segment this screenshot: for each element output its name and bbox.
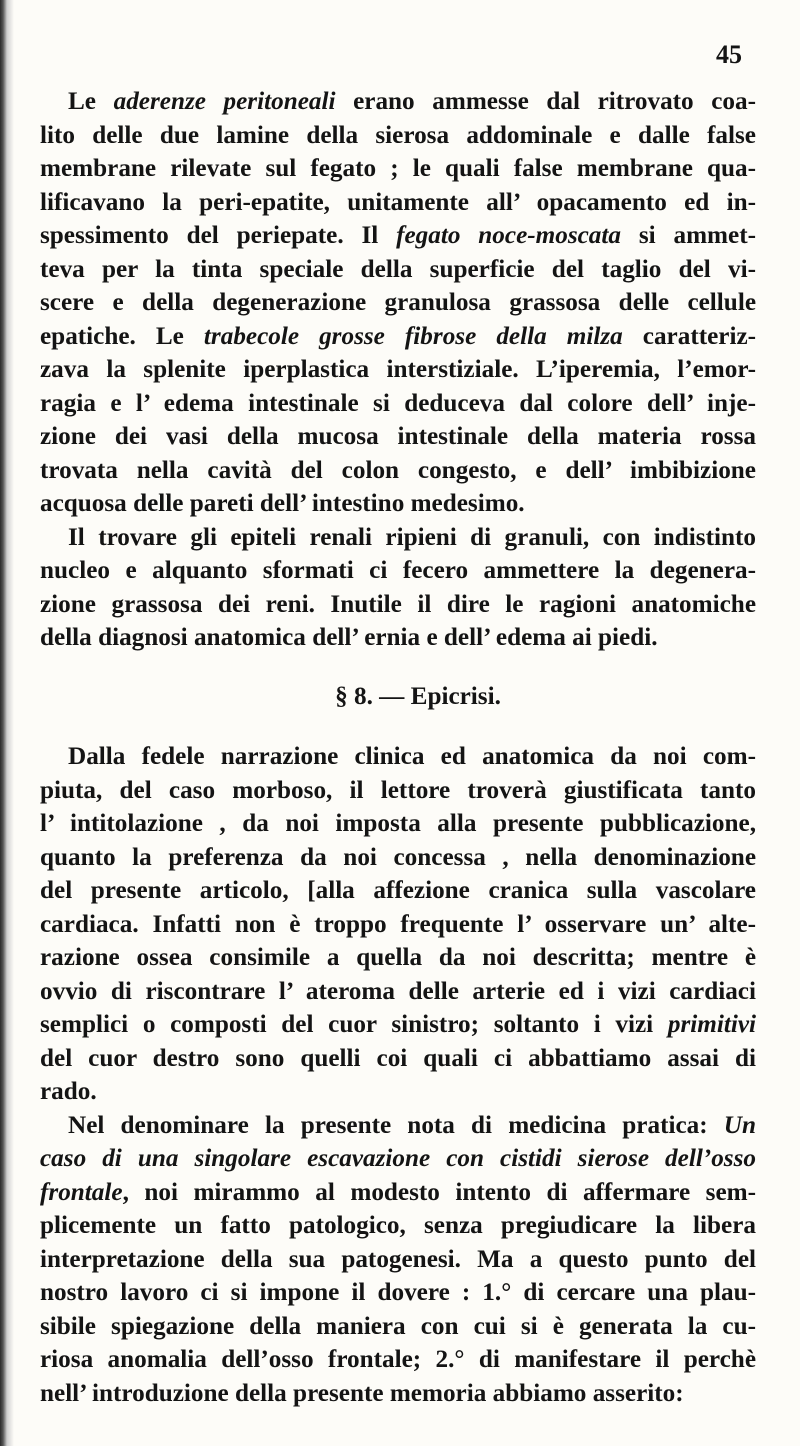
text-line: riosa anomalia dell’osso frontale; 2.° di manifestare il perchè bbox=[40, 1346, 756, 1373]
text-line: lito delle due lamine della sierosa addominale e dalle false bbox=[40, 121, 756, 149]
text-line: Il trovare gli epiteli renali ripieni di granuli, con indistinto bbox=[68, 523, 756, 551]
text-line: nell’ introduzione della presente memoria abbiamo asserito: bbox=[40, 1379, 684, 1407]
scan-binding-edge bbox=[0, 0, 14, 1446]
text-line: nostro lavoro ci si impone il dovere : 1.° di cercare una plau- bbox=[40, 1279, 756, 1306]
text-line: caso di una singolare escavazione con cistidi sierose dell’osso bbox=[40, 1145, 756, 1172]
section-heading-text: § 8. — Epicrisi. bbox=[335, 682, 501, 710]
text-line: sibile spiegazione della maniera con cui si è generata la cu- bbox=[40, 1312, 756, 1340]
text-before-heading bbox=[40, 85, 756, 655]
text-line: Nel denominare la presente nota di medicina pratica: Un bbox=[68, 1111, 756, 1139]
text-line: epatiche. Le trabecole grosse fibrose della milza caratteriz- bbox=[40, 322, 757, 350]
text-line: zione grassosa dei reni. Inutile il dire le ragioni anatomiche bbox=[40, 590, 756, 618]
text-line: interpretazione della sua patogenesi. Ma a questo punto del bbox=[40, 1245, 756, 1273]
paragraph bbox=[40, 521, 756, 655]
section-heading bbox=[40, 680, 756, 714]
text-line: rado. bbox=[40, 1078, 97, 1105]
text-line: nucleo e alquanto sformati ci fecero ammettere la degenera- bbox=[40, 557, 756, 584]
text-line: membrane rilevate sul fegato ; le quali false membrane qua- bbox=[40, 155, 756, 182]
text-line: razione ossea consimile a quella da noi descritta; mentre è bbox=[40, 944, 756, 971]
text-line: scere e della degenerazione granulosa grassosa delle cellule bbox=[40, 289, 756, 316]
text-line: trovata nella cavità del colon congesto, e dell’ imbibizione bbox=[40, 456, 756, 484]
text-after-heading bbox=[40, 740, 756, 1410]
text-line: Le aderenze peritoneali erano ammesse dal ritrovato coa- bbox=[68, 88, 756, 115]
text-line: ovvio di riscontrare l’ ateroma delle arterie ed i vizi cardiaci bbox=[40, 977, 756, 1005]
text-line: teva per la tinta speciale della superficie del taglio del vi- bbox=[40, 255, 756, 283]
text-line: l’ intitolazione , da noi imposta alla presente pubblicazione, bbox=[40, 810, 756, 837]
page-body bbox=[40, 85, 756, 1410]
text-line: quanto la preferenza da noi concessa , nella denominazione bbox=[40, 843, 756, 871]
paragraph bbox=[40, 740, 756, 1109]
text-line: zione dei vasi della mucosa intestinale della materia rossa bbox=[40, 423, 756, 450]
paragraph bbox=[40, 1109, 756, 1411]
text-line: zava la splenite iperplastica interstiziale. L’iperemia, l’emor- bbox=[40, 356, 756, 383]
text-line: spessimento del periepate. Il fegato noce-moscata si ammet- bbox=[40, 222, 756, 249]
text-line: Dalla fedele narrazione clinica ed anatomica da noi com- bbox=[68, 743, 756, 770]
text-line: acquosa delle pareti dell’ intestino medesimo. bbox=[40, 490, 525, 517]
paragraph bbox=[40, 85, 756, 521]
text-line: semplici o composti del cuor sinistro; soltanto i vizi primitivi bbox=[40, 1011, 756, 1038]
text-line: del cuor destro sono quelli coi quali ci abbattiamo assai di bbox=[40, 1044, 756, 1072]
text-line: cardiaca. Infatti non è troppo frequente l’ osservare un’ alte- bbox=[40, 910, 756, 938]
text-line: plicemente un fatto patologico, senza pregiudicare la libera bbox=[40, 1212, 756, 1239]
text-line: frontale, noi mirammo al modesto intento di affermare sem- bbox=[40, 1178, 756, 1206]
text-line: del presente articolo, [alla affezione cranica sulla vascolare bbox=[40, 877, 756, 904]
text-line: della diagnosi anatomica dell’ ernia e dell’ edema ai piedi. bbox=[40, 624, 658, 651]
text-line: piuta, del caso morboso, il lettore troverà giustificata tanto bbox=[40, 776, 756, 804]
text-line: lificavano la peri-epatite, unitamente all’ opacamento ed in- bbox=[40, 188, 756, 216]
text-line: ragia e l’ edema intestinale si deduceva dal colore dell’ inje- bbox=[40, 389, 756, 417]
page-number: 45 bbox=[716, 40, 742, 69]
